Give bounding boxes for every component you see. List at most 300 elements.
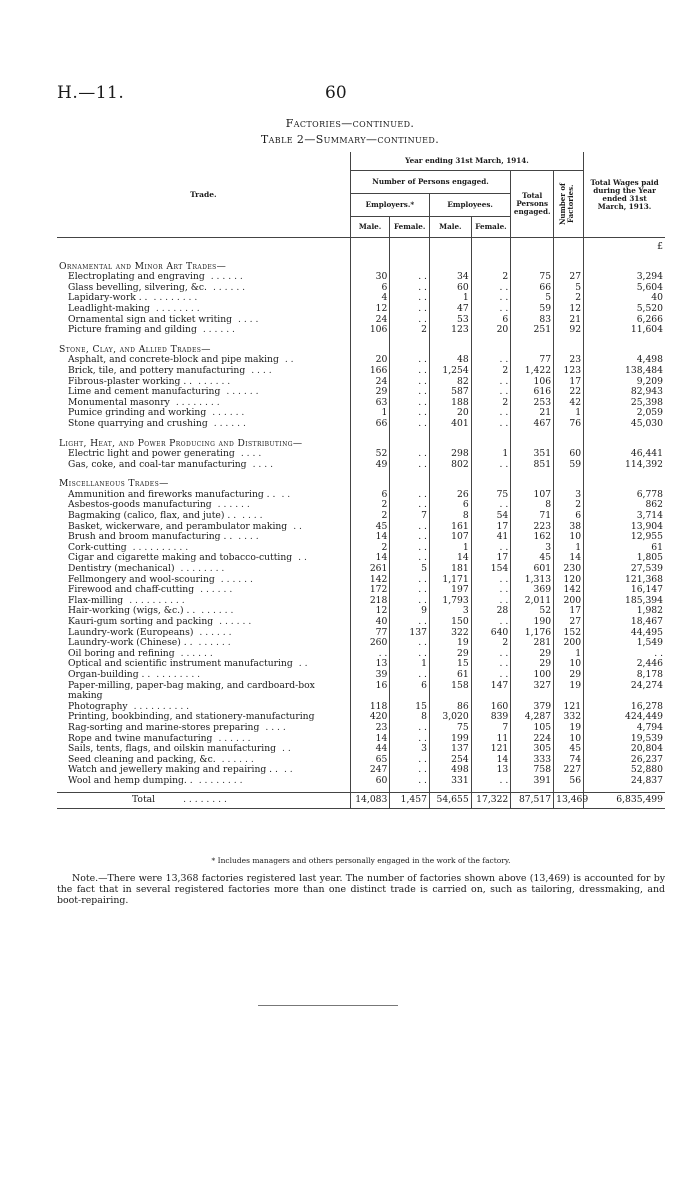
factories-cell: 76 — [554, 419, 584, 430]
employers-female-cell: 3 — [390, 744, 430, 755]
currency-symbol: £ — [584, 238, 665, 253]
trade-name: Watch and jewellery making and repairing . . — [68, 764, 278, 776]
empty-cell — [429, 336, 471, 356]
wages-cell: 862 — [584, 500, 665, 511]
trade-name: Optical and scientific instrument manufacturing — [68, 658, 293, 670]
empty-cell — [429, 430, 471, 450]
employers-female-cell: . . — [390, 293, 430, 304]
total-persons-cell: 66 — [511, 283, 554, 294]
wages-cell: 3,294 — [584, 272, 665, 283]
empty-cell — [554, 336, 584, 356]
factories-cell: 6 — [554, 511, 584, 522]
factories-cell: 92 — [554, 325, 584, 336]
empty-cell — [390, 253, 430, 273]
total-persons-cell: 71 — [511, 511, 554, 522]
total-persons-cell: 59 — [511, 304, 554, 315]
wages-header: Total Wages paid during the Year ended 31st March, 1913. — [584, 152, 665, 238]
leader-dots: . . . . . . — [198, 375, 231, 387]
leader-dots: . . . . . . — [199, 626, 232, 638]
factories-header — [554, 171, 584, 238]
total-persons-cell: 100 — [511, 670, 554, 681]
employers-female-cell: . . — [390, 617, 430, 628]
trade-name: Fellmongery and wool-scouring — [68, 573, 215, 585]
employers-male-cell: 172 — [350, 585, 390, 596]
wages-cell: 1,805 — [584, 553, 665, 564]
trade-name: Paper-milling, paper-bag making, and cardboard-box making — [68, 679, 315, 702]
employers-female-cell: 2 — [390, 325, 430, 336]
total-persons-cell: 758 — [511, 765, 554, 776]
employees-female-cell: . . — [471, 293, 511, 304]
total-employees-male-cell: 54,655 — [429, 793, 471, 809]
total-persons-cell: 75 — [511, 272, 554, 283]
total-persons-cell: 52 — [511, 606, 554, 617]
total-persons-cell: 251 — [511, 325, 554, 336]
employers-female-cell: . . — [390, 543, 430, 554]
total-persons-cell: 333 — [511, 755, 554, 766]
trade-name: Cigar and cigarette making and tobacco-cutting — [68, 552, 293, 564]
trade-name: Kauri-gum sorting and packing — [68, 616, 214, 627]
trade-name: Lime and cement manufacturing — [68, 386, 221, 398]
employers-female-cell: . . — [390, 408, 430, 419]
trade-cell — [57, 419, 350, 430]
leader-dots: . . — [284, 354, 294, 366]
empty-cell — [471, 470, 511, 490]
trade-name: Brush and broom manufacturing . . — [68, 531, 233, 543]
wages-cell: 16,278 — [584, 702, 665, 713]
category-title — [57, 430, 350, 450]
employers-male-cell: 14 — [350, 553, 390, 564]
employees-female-cell: . . — [471, 776, 511, 787]
employers-male-cell: 2 — [350, 500, 390, 511]
employers-female-cell: . . — [390, 387, 430, 398]
employers-male-cell: 24 — [350, 377, 390, 388]
total-persons-cell: 5 — [511, 293, 554, 304]
factories-cell: 121 — [554, 702, 584, 713]
factories-cell: 27 — [554, 272, 584, 283]
wages-cell: 27,539 — [584, 564, 665, 575]
category-title-text: Light, Heat, and Power Producing and Distributing— — [59, 437, 303, 449]
employers-male-cell: 45 — [350, 522, 390, 533]
employers-female-cell: . . — [390, 532, 430, 543]
employers-male-cell: 16 — [350, 681, 390, 702]
total-persons-cell: 391 — [511, 776, 554, 787]
employees-female-cell: 75 — [471, 490, 511, 501]
wages-cell: 13,904 — [584, 522, 665, 533]
employees-female-cell: . . — [471, 304, 511, 315]
employees-male-cell: 15 — [429, 659, 471, 670]
employees-female-cell: . . — [471, 408, 511, 419]
trade-name: Glass bevelling, silvering, &c. — [68, 281, 207, 293]
persons-header: Number of Persons engaged. — [350, 171, 511, 194]
employees-female-cell: . . — [471, 500, 511, 511]
wages-cell: 44,495 — [584, 628, 665, 639]
employers-male-cell: 40 — [350, 617, 390, 628]
leader-dots: . . . . — [252, 458, 274, 470]
employers-female-header: Female. — [390, 217, 430, 238]
empty-cell — [350, 253, 390, 273]
leader-dots: . . . . . . — [202, 324, 235, 336]
employees-male-cell: 34 — [429, 272, 471, 283]
total-employees-female-cell: 17,322 — [471, 793, 511, 809]
employees-female-cell: 14 — [471, 755, 511, 766]
total-persons-cell: 190 — [511, 617, 554, 628]
leader-dots: . . . . . . — [217, 499, 250, 511]
total-persons-cell: 1,313 — [511, 575, 554, 586]
wages-cell: 24,837 — [584, 776, 665, 787]
employees-female-cell: 2 — [471, 272, 511, 283]
table-title — [0, 133, 700, 146]
employees-female-cell: 6 — [471, 315, 511, 326]
employers-male-cell: 218 — [350, 596, 390, 607]
leader-dots: . . . . . . . . — [153, 292, 198, 304]
summary-table — [57, 152, 665, 809]
leader-dots: . . . . . . . . — [156, 668, 201, 680]
wages-cell: 11,604 — [584, 325, 665, 336]
employees-male-cell: 1,171 — [429, 575, 471, 586]
trade-name: Stone quarrying and crushing — [68, 417, 208, 429]
leader-dots: . . . . . . — [200, 584, 233, 596]
total-persons-cell: 281 — [511, 638, 554, 649]
total-persons-cell: 29 — [511, 649, 554, 660]
employers-male-cell: 39 — [350, 670, 390, 681]
factories-cell: 19 — [554, 723, 584, 734]
wages-cell: 6,778 — [584, 490, 665, 501]
factories-cell: 38 — [554, 522, 584, 533]
wages-cell: 138,484 — [584, 366, 665, 377]
trade-name: Printing, bookbinding, and stationery-manufacturing — [68, 711, 315, 723]
category-row — [57, 253, 665, 273]
leader-dots: . . . . . . . . — [180, 563, 225, 575]
leader-dots: . . . . . . — [220, 573, 253, 585]
employers-male-cell: 12 — [350, 304, 390, 315]
document-code: H.—11. — [57, 83, 125, 103]
leader-dots: . . . . . . . . — [175, 396, 220, 408]
leader-dots: . . . . . . — [210, 271, 243, 283]
empty-cell — [390, 430, 430, 450]
empty-cell — [554, 430, 584, 450]
trade-cell — [57, 776, 350, 787]
wages-cell: 1,982 — [584, 606, 665, 617]
summary-table-container — [57, 152, 665, 809]
employers-female-cell: . . — [390, 315, 430, 326]
employees-female-cell: 20 — [471, 325, 511, 336]
employees-male-cell: 82 — [429, 377, 471, 388]
factories-cell: 23 — [554, 355, 584, 366]
employees-female-cell: . . — [471, 585, 511, 596]
employees-female-cell: . . — [471, 670, 511, 681]
wages-cell: 45,030 — [584, 419, 665, 430]
wages-cell: 40 — [584, 293, 665, 304]
employers-male-cell: 63 — [350, 398, 390, 409]
trade-header: Trade. — [57, 152, 350, 238]
page-number: 60 — [325, 83, 347, 103]
leader-dots: . . . . . . . . . . — [132, 541, 189, 553]
total-persons-cell: 21 — [511, 408, 554, 419]
leader-dots: . . . . . . — [198, 637, 231, 649]
trade-name: Ornamental sign and ticket writing — [68, 313, 232, 325]
trade-name: Laundry-work (Chinese) . . — [68, 637, 193, 649]
total-persons-cell: 2,011 — [511, 596, 554, 607]
employees-female-cell: 121 — [471, 744, 511, 755]
leader-dots: . . . . — [238, 531, 259, 543]
total-employers-male-cell: 14,083 — [350, 793, 390, 809]
total-persons-cell: 379 — [511, 702, 554, 713]
wages-cell: 4,794 — [584, 723, 665, 734]
leader-dots: . . . . . . . . — [183, 794, 227, 805]
employers-female-cell: . . — [390, 355, 430, 366]
empty-cell — [350, 336, 390, 356]
trade-name: Dentistry (mechanical) — [68, 563, 175, 575]
category-row — [57, 470, 665, 490]
total-persons-cell: 351 — [511, 449, 554, 460]
wages-cell: 2,059 — [584, 408, 665, 419]
employees-male-cell: 47 — [429, 304, 471, 315]
factories-cell: 230 — [554, 564, 584, 575]
trade-name: Seed cleaning and packing, &c. — [68, 753, 216, 765]
wages-cell: 52,880 — [584, 765, 665, 776]
trade-name: Picture framing and gilding — [68, 324, 197, 336]
spacer-row — [57, 238, 665, 253]
factories-cell: 29 — [554, 670, 584, 681]
trade-name: Leadlight-making — [68, 302, 150, 314]
leader-dots: . . . . . . — [213, 417, 246, 429]
wages-cell: 2,446 — [584, 659, 665, 670]
wages-cell: 4,498 — [584, 355, 665, 366]
employers-male-cell: 2 — [350, 543, 390, 554]
employers-male-cell: 44 — [350, 744, 390, 755]
trade-name: Firewood and chaff-cutting — [68, 584, 195, 596]
wages-cell: 82,943 — [584, 387, 665, 398]
table-row — [57, 419, 665, 430]
empty-cell — [511, 470, 554, 490]
employers-female-cell: . . — [390, 304, 430, 315]
leader-dots: . . . . . . — [212, 407, 245, 419]
year-header: Year ending 31st March, 1914. — [350, 152, 583, 171]
note-paragraph: Note.—There were 13,368 factories registered last year. The number of factories shown above (13,469) is accounted for by the fact that in several registered factories more than one distinct trade is carried on, such as tailoring, dressmaking, and boot-repairing. — [57, 873, 665, 906]
factories-cell: 3 — [554, 490, 584, 501]
employees-female-cell: 13 — [471, 765, 511, 776]
leader-dots: . . . . . . — [221, 753, 254, 765]
empty-cell — [390, 470, 430, 490]
total-persons-cell: 105 — [511, 723, 554, 734]
total-persons-cell: 4,287 — [511, 712, 554, 723]
employees-male-cell: 6 — [429, 500, 471, 511]
employers-female-cell: 7 — [390, 511, 430, 522]
employers-female-cell: . . — [390, 596, 430, 607]
employers-male-cell: 1 — [350, 408, 390, 419]
category-title-text: Ornamental and Minor Art Trades— — [59, 260, 227, 272]
table-row — [57, 460, 665, 471]
trade-name: Cork-cutting — [68, 541, 127, 553]
employees-male-cell: 20 — [429, 408, 471, 419]
leader-dots: . . . . . . . . . . — [133, 700, 190, 712]
trade-name: Basket, wickerware, and perambulator making — [68, 520, 288, 532]
employers-male-cell: 29 — [350, 387, 390, 398]
employers-header: Employers.* — [350, 194, 429, 217]
employers-female-cell: . . — [390, 522, 430, 533]
total-row — [57, 793, 665, 809]
employers-male-cell: 6 — [350, 283, 390, 294]
employees-female-cell: 640 — [471, 628, 511, 639]
total-persons-cell: 45 — [511, 553, 554, 564]
empty-cell — [350, 430, 390, 450]
factories-cell: 42 — [554, 398, 584, 409]
employees-female-cell: 7 — [471, 723, 511, 734]
employees-female-cell: 2 — [471, 366, 511, 377]
employers-male-cell: 247 — [350, 765, 390, 776]
empty-cell — [429, 470, 471, 490]
total-persons-cell: 369 — [511, 585, 554, 596]
employees-male-cell: 75 — [429, 723, 471, 734]
employers-female-cell: . . — [390, 272, 430, 283]
employers-male-cell: 23 — [350, 723, 390, 734]
employers-male-cell: 13 — [350, 659, 390, 670]
employers-male-cell: 24 — [350, 315, 390, 326]
factories-cell: 10 — [554, 734, 584, 745]
employees-female-header: Female. — [471, 217, 511, 238]
employees-male-cell: 158 — [429, 681, 471, 702]
trade-name: Hair-working (wigs, &c.) . . — [68, 605, 196, 617]
employees-female-cell: 2 — [471, 398, 511, 409]
employees-female-cell: . . — [471, 387, 511, 398]
employers-female-cell: . . — [390, 366, 430, 377]
employees-male-cell: 19 — [429, 638, 471, 649]
employers-female-cell: 6 — [390, 681, 430, 702]
section-title-text: Factories—continued. — [285, 117, 415, 130]
leader-dots: . . . . . . — [212, 281, 246, 293]
employers-male-cell: 65 — [350, 755, 390, 766]
total-persons-cell: 1,422 — [511, 366, 554, 377]
leader-dots: . . . . . . — [226, 386, 259, 398]
employers-male-header: Male. — [350, 217, 390, 238]
empty-cell — [584, 470, 665, 490]
total-employers-female-cell: 1,457 — [390, 793, 430, 809]
factories-cell: 60 — [554, 449, 584, 460]
leader-dots: . . . . . . . . . . — [129, 594, 185, 606]
employers-female-cell: . . — [390, 575, 430, 586]
employers-female-cell: . . — [390, 490, 430, 501]
total-total-persons-cell: 87,517 — [511, 793, 554, 809]
factories-cell: 1 — [554, 408, 584, 419]
total-factories-cell: 13,469 — [554, 793, 584, 809]
employers-male-cell: 49 — [350, 460, 390, 471]
employers-female-cell: 9 — [390, 606, 430, 617]
category-title-text: Miscellaneous Trades— — [59, 478, 169, 490]
factories-cell: 332 — [554, 712, 584, 723]
leader-dots: . . . . — [265, 721, 286, 733]
total-persons-cell: 3 — [511, 543, 554, 554]
empty-cell — [471, 430, 511, 450]
employers-female-cell: 1 — [390, 659, 430, 670]
empty-cell — [584, 336, 665, 356]
employers-female-cell: . . — [390, 449, 430, 460]
factories-cell: 200 — [554, 638, 584, 649]
leader-dots: . . — [298, 552, 307, 564]
employees-male-cell: 331 — [429, 776, 471, 787]
trade-name: Flax-milling — [68, 594, 124, 606]
wages-cell: 424,449 — [584, 712, 665, 723]
table-row — [57, 681, 665, 702]
employees-male-cell: 26 — [429, 490, 471, 501]
employees-male-cell: 1 — [429, 293, 471, 304]
employees-female-cell: 17 — [471, 553, 511, 564]
employees-male-cell: 161 — [429, 522, 471, 533]
empty-cell — [554, 470, 584, 490]
wages-cell: 185,394 — [584, 596, 665, 607]
total-persons-cell: 107 — [511, 490, 554, 501]
wages-cell: 114,392 — [584, 460, 665, 471]
leader-dots: . . . . . . . . — [155, 302, 200, 314]
employers-male-cell: 12 — [350, 606, 390, 617]
employees-male-cell: 137 — [429, 744, 471, 755]
trade-name: Oil boring and refining — [68, 647, 175, 659]
trade-name: Asphalt, and concrete-block and pipe making — [68, 354, 279, 366]
employees-male-cell: 123 — [429, 325, 471, 336]
employers-male-cell: 6 — [350, 490, 390, 501]
leader-dots: . . . . . . — [180, 647, 213, 659]
leader-dots: . . . . — [240, 448, 262, 460]
empty-cell — [471, 336, 511, 356]
total-persons-header: Total Persons engaged. — [511, 171, 554, 238]
employers-female-cell: . . — [390, 670, 430, 681]
wages-cell: 12,955 — [584, 532, 665, 543]
wages-cell: 121,368 — [584, 575, 665, 586]
leader-dots: . . — [293, 520, 302, 532]
leader-dots: . . — [298, 658, 308, 670]
factories-cell: 59 — [554, 460, 584, 471]
employers-male-cell: 14 — [350, 532, 390, 543]
trade-name: Rope and twine manufacturing — [68, 732, 213, 744]
employers-male-cell: 52 — [350, 449, 390, 460]
employees-male-cell: 802 — [429, 460, 471, 471]
wages-cell: 46,441 — [584, 449, 665, 460]
employees-female-cell: 839 — [471, 712, 511, 723]
employers-female-cell: . . — [390, 419, 430, 430]
factories-cell: 45 — [554, 744, 584, 755]
total-persons-cell: 106 — [511, 377, 554, 388]
employers-female-cell: . . — [390, 755, 430, 766]
employers-male-cell: 2 — [350, 511, 390, 522]
employers-female-cell: . . — [390, 283, 430, 294]
employees-female-cell: . . — [471, 617, 511, 628]
employees-male-cell: 53 — [429, 315, 471, 326]
employers-female-cell: . . — [390, 398, 430, 409]
table-row — [57, 283, 665, 294]
wages-cell: 3,714 — [584, 511, 665, 522]
factories-cell: 1 — [554, 649, 584, 660]
employees-male-cell: 60 — [429, 283, 471, 294]
factories-cell: 142 — [554, 585, 584, 596]
trade-cell — [57, 460, 350, 471]
total-persons-cell: 224 — [511, 734, 554, 745]
leader-dots: . . — [281, 488, 291, 500]
total-persons-cell: 253 — [511, 398, 554, 409]
employers-male-cell: 77 — [350, 628, 390, 639]
employers-female-cell: . . — [390, 776, 430, 787]
factories-cell: 19 — [554, 681, 584, 702]
total-persons-cell: 1,176 — [511, 628, 554, 639]
employees-male-cell: 1,254 — [429, 366, 471, 377]
employees-male-cell: 298 — [429, 449, 471, 460]
category-title — [57, 470, 350, 490]
employees-female-cell: 160 — [471, 702, 511, 713]
employees-male-cell: 587 — [429, 387, 471, 398]
trade-name: Ammunition and fireworks manufacturing . . — [68, 488, 276, 500]
employers-male-cell: 20 — [350, 355, 390, 366]
employees-male-cell: 3 — [429, 606, 471, 617]
wages-cell: 61 — [584, 543, 665, 554]
employers-male-cell: 106 — [350, 325, 390, 336]
